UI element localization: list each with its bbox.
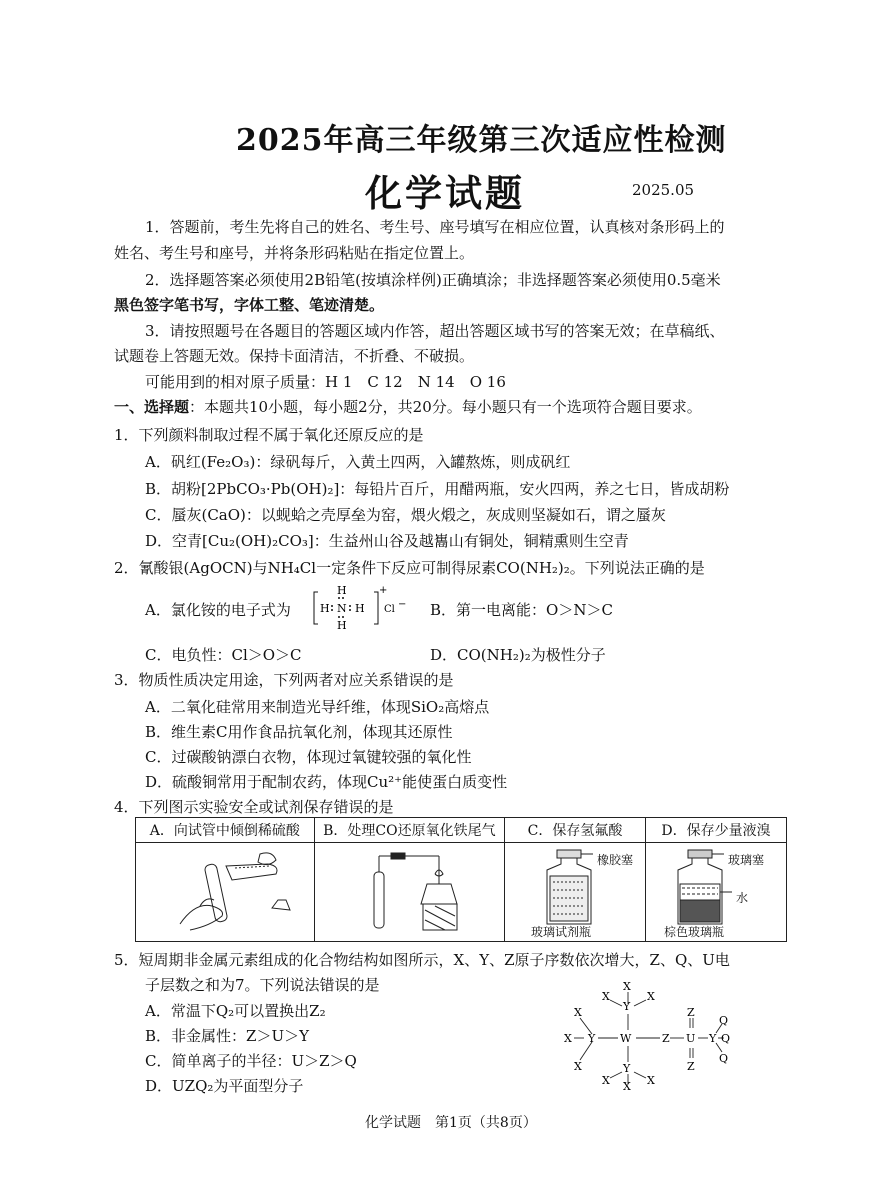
- section-heading: [114, 397, 702, 417]
- q3-option-d: D．硫酸铜常用于配制农药，体现Cu²⁺能使蛋白质变性: [145, 773, 508, 791]
- atom-y-right: Y: [709, 1032, 717, 1045]
- lewis-h-left: H: [320, 602, 330, 615]
- q2-option-c: C．电负性：Cl＞O＞C: [145, 646, 302, 664]
- q4-header-b: B．处理CO还原氧化铁尾气: [314, 818, 504, 843]
- instruction-2b: 黑色签字笔书写，字体工整、笔迹清楚。: [114, 296, 385, 314]
- q4-cell-d: [645, 843, 786, 942]
- c-label-bottom: 玻璃试剂瓶: [530, 925, 591, 939]
- q5-structure-diagram: [560, 978, 730, 1090]
- instruction-3a: 3．请按照题号在各题目的答题区域内作答，超出答题区域书写的答案无效；在草稿纸、: [145, 322, 725, 340]
- instruction-1a: 1．答题前，考生先将自己的姓名、考生号、座号填写在相应位置，认真核对条形码上的: [145, 218, 725, 236]
- exam-date: 2025.05: [632, 181, 695, 199]
- q2-option-d: D．CO(NH₂)₂为极性分子: [430, 646, 606, 664]
- q1-option-d: D．空青[Cu₂(OH)₂CO₃]：生益州山谷及越巂山有铜处，铜精熏则生空青: [145, 532, 629, 550]
- section-heading-desc: ：本题共10小题，每小题2分，共20分。每小题只有一个选项符合题目要求。: [189, 398, 702, 416]
- atom-x-7: X: [602, 1074, 610, 1087]
- atom-y-left: Y: [588, 1032, 596, 1045]
- lewis-h-right: H: [355, 602, 365, 615]
- atom-z-top: Z: [687, 1006, 695, 1019]
- atom-z-bottom: Z: [687, 1060, 695, 1073]
- q1-option-a: A．矾红(Fe₂O₃)：绿矾每斤，入黄土四两，入罐熬炼，则成矾红: [145, 453, 571, 471]
- d-label-bottom: 棕色玻璃瓶: [663, 925, 724, 939]
- d-label-top: 玻璃塞: [727, 853, 764, 867]
- lewis-h-top: H: [337, 584, 347, 597]
- exam-title: 2025年高三年级第三次适应性检测: [236, 123, 727, 158]
- q4-header-d: D．保存少量液溴: [645, 818, 786, 843]
- q4-cell-b: [314, 843, 504, 942]
- atom-z-bridge: Z: [662, 1032, 670, 1045]
- q1-option-b: B．胡粉[2PbCO₃·Pb(OH)₂]：每铅片百斤，用醋两瓶，安火四两，养之七日，皆成胡粉: [145, 480, 730, 498]
- q3-stem: 3．物质性质决定用途，下列两者对应关系错误的是: [114, 671, 454, 689]
- instruction-2a: 2．选择题答案必须使用2B铅笔(按填涂样例)正确填涂；非选择题答案必须使用0.5毫米: [145, 271, 721, 289]
- atom-w: W: [620, 1032, 632, 1045]
- subject-title: 化学试题: [365, 171, 525, 215]
- q3-option-c: C．过碳酸钠漂白衣物，体现过氧键较强的氧化性: [145, 748, 472, 766]
- c-label-top: 橡胶塞: [596, 853, 633, 867]
- lewis-cl: Cl: [384, 604, 395, 615]
- lewis-plus: +: [379, 585, 388, 596]
- q4-header-c: C．保存氢氟酸: [504, 818, 645, 843]
- instruction-1b: 姓名、考生号和座号，并将条形码粘贴在指定位置上。: [114, 244, 475, 262]
- atomic-masses: 可能用到的相对原子质量：H 1 C 12 N 14 O 16: [145, 373, 506, 391]
- d-label-mid: 水: [735, 891, 748, 905]
- atom-x-8: X: [623, 1080, 631, 1090]
- page-footer: 化学试题 第1页（共8页）: [365, 1115, 537, 1131]
- pouring-acid-illustration: [140, 844, 310, 936]
- q5-option-d: D．UZQ₂为平面型分子: [145, 1077, 304, 1095]
- atom-x-5: X: [623, 980, 631, 993]
- atom-u: U: [686, 1032, 696, 1045]
- q4-header-a: A．向试管中倾倒稀硫酸: [136, 818, 315, 843]
- lewis-minus: −: [398, 599, 407, 610]
- q5-option-a: A．常温下Q₂可以置换出Z₂: [145, 1002, 326, 1020]
- atom-q-3: Q: [719, 1052, 729, 1065]
- atom-y-bottom: Y: [623, 1062, 631, 1075]
- q2-stem: 2．氰酸银(AgOCN)与NH₄Cl一定条件下反应可制得尿素CO(NH₂)₂。下列说法正确的是: [114, 559, 705, 577]
- q2-option-a: A．氯化铵的电子式为: [145, 601, 291, 619]
- q4-cell-a: [136, 843, 315, 942]
- q5-option-c: C．简单离子的半径：U＞Z＞Q: [145, 1052, 357, 1070]
- q5-stem-2: 子层数之和为7。下列说法错误的是: [145, 976, 380, 994]
- atom-x-6: X: [647, 990, 655, 1003]
- q3-option-b: B．维生素C用作食品抗氧化剂，体现其还原性: [145, 723, 453, 741]
- q4-cell-c: [504, 843, 645, 942]
- atom-x-4: X: [602, 990, 610, 1003]
- atom-x-9: X: [647, 1074, 655, 1087]
- atom-x-2: X: [564, 1032, 572, 1045]
- q3-option-a: A．二氧化硅常用来制造光导纤维，体现SiO₂高熔点: [145, 698, 490, 716]
- ammonium-chloride-lewis-structure: [312, 582, 407, 632]
- section-heading-label: 一、选择题: [114, 398, 190, 416]
- lewis-n: N: [337, 602, 347, 615]
- q4-stem: 4．下列图示实验安全或试剂保存错误的是: [114, 798, 394, 816]
- atom-x-1: X: [574, 1006, 582, 1019]
- atom-x-3: X: [574, 1060, 582, 1073]
- q1-stem: 1．下列颜料制取过程不属于氧化还原反应的是: [114, 426, 424, 444]
- q4-figure-table: [135, 817, 787, 942]
- co-exhaust-illustration: [319, 844, 499, 936]
- lewis-h-bottom: H: [337, 619, 347, 632]
- q5-stem-1: 5．短周期非金属元素组成的化合物结构如图所示，X、Y、Z原子序数依次增大，Z、Q、U电: [114, 951, 730, 969]
- atom-y-top: Y: [623, 1000, 631, 1013]
- instruction-3b: 试题卷上答题无效。保持卡面清洁，不折叠、不破损。: [114, 347, 475, 365]
- q2-option-b: B．第一电离能：O＞N＞C: [430, 601, 613, 619]
- atom-q-2: Q: [721, 1032, 730, 1045]
- atom-q-1: Q: [719, 1014, 729, 1027]
- q5-option-b: B．非金属性：Z＞U＞Y: [145, 1027, 309, 1045]
- q1-option-c: C．蜃灰(CaO)：以蚬蛤之壳厚垒为窑，煨火煅之，灰成则坚凝如石，谓之蜃灰: [145, 506, 666, 524]
